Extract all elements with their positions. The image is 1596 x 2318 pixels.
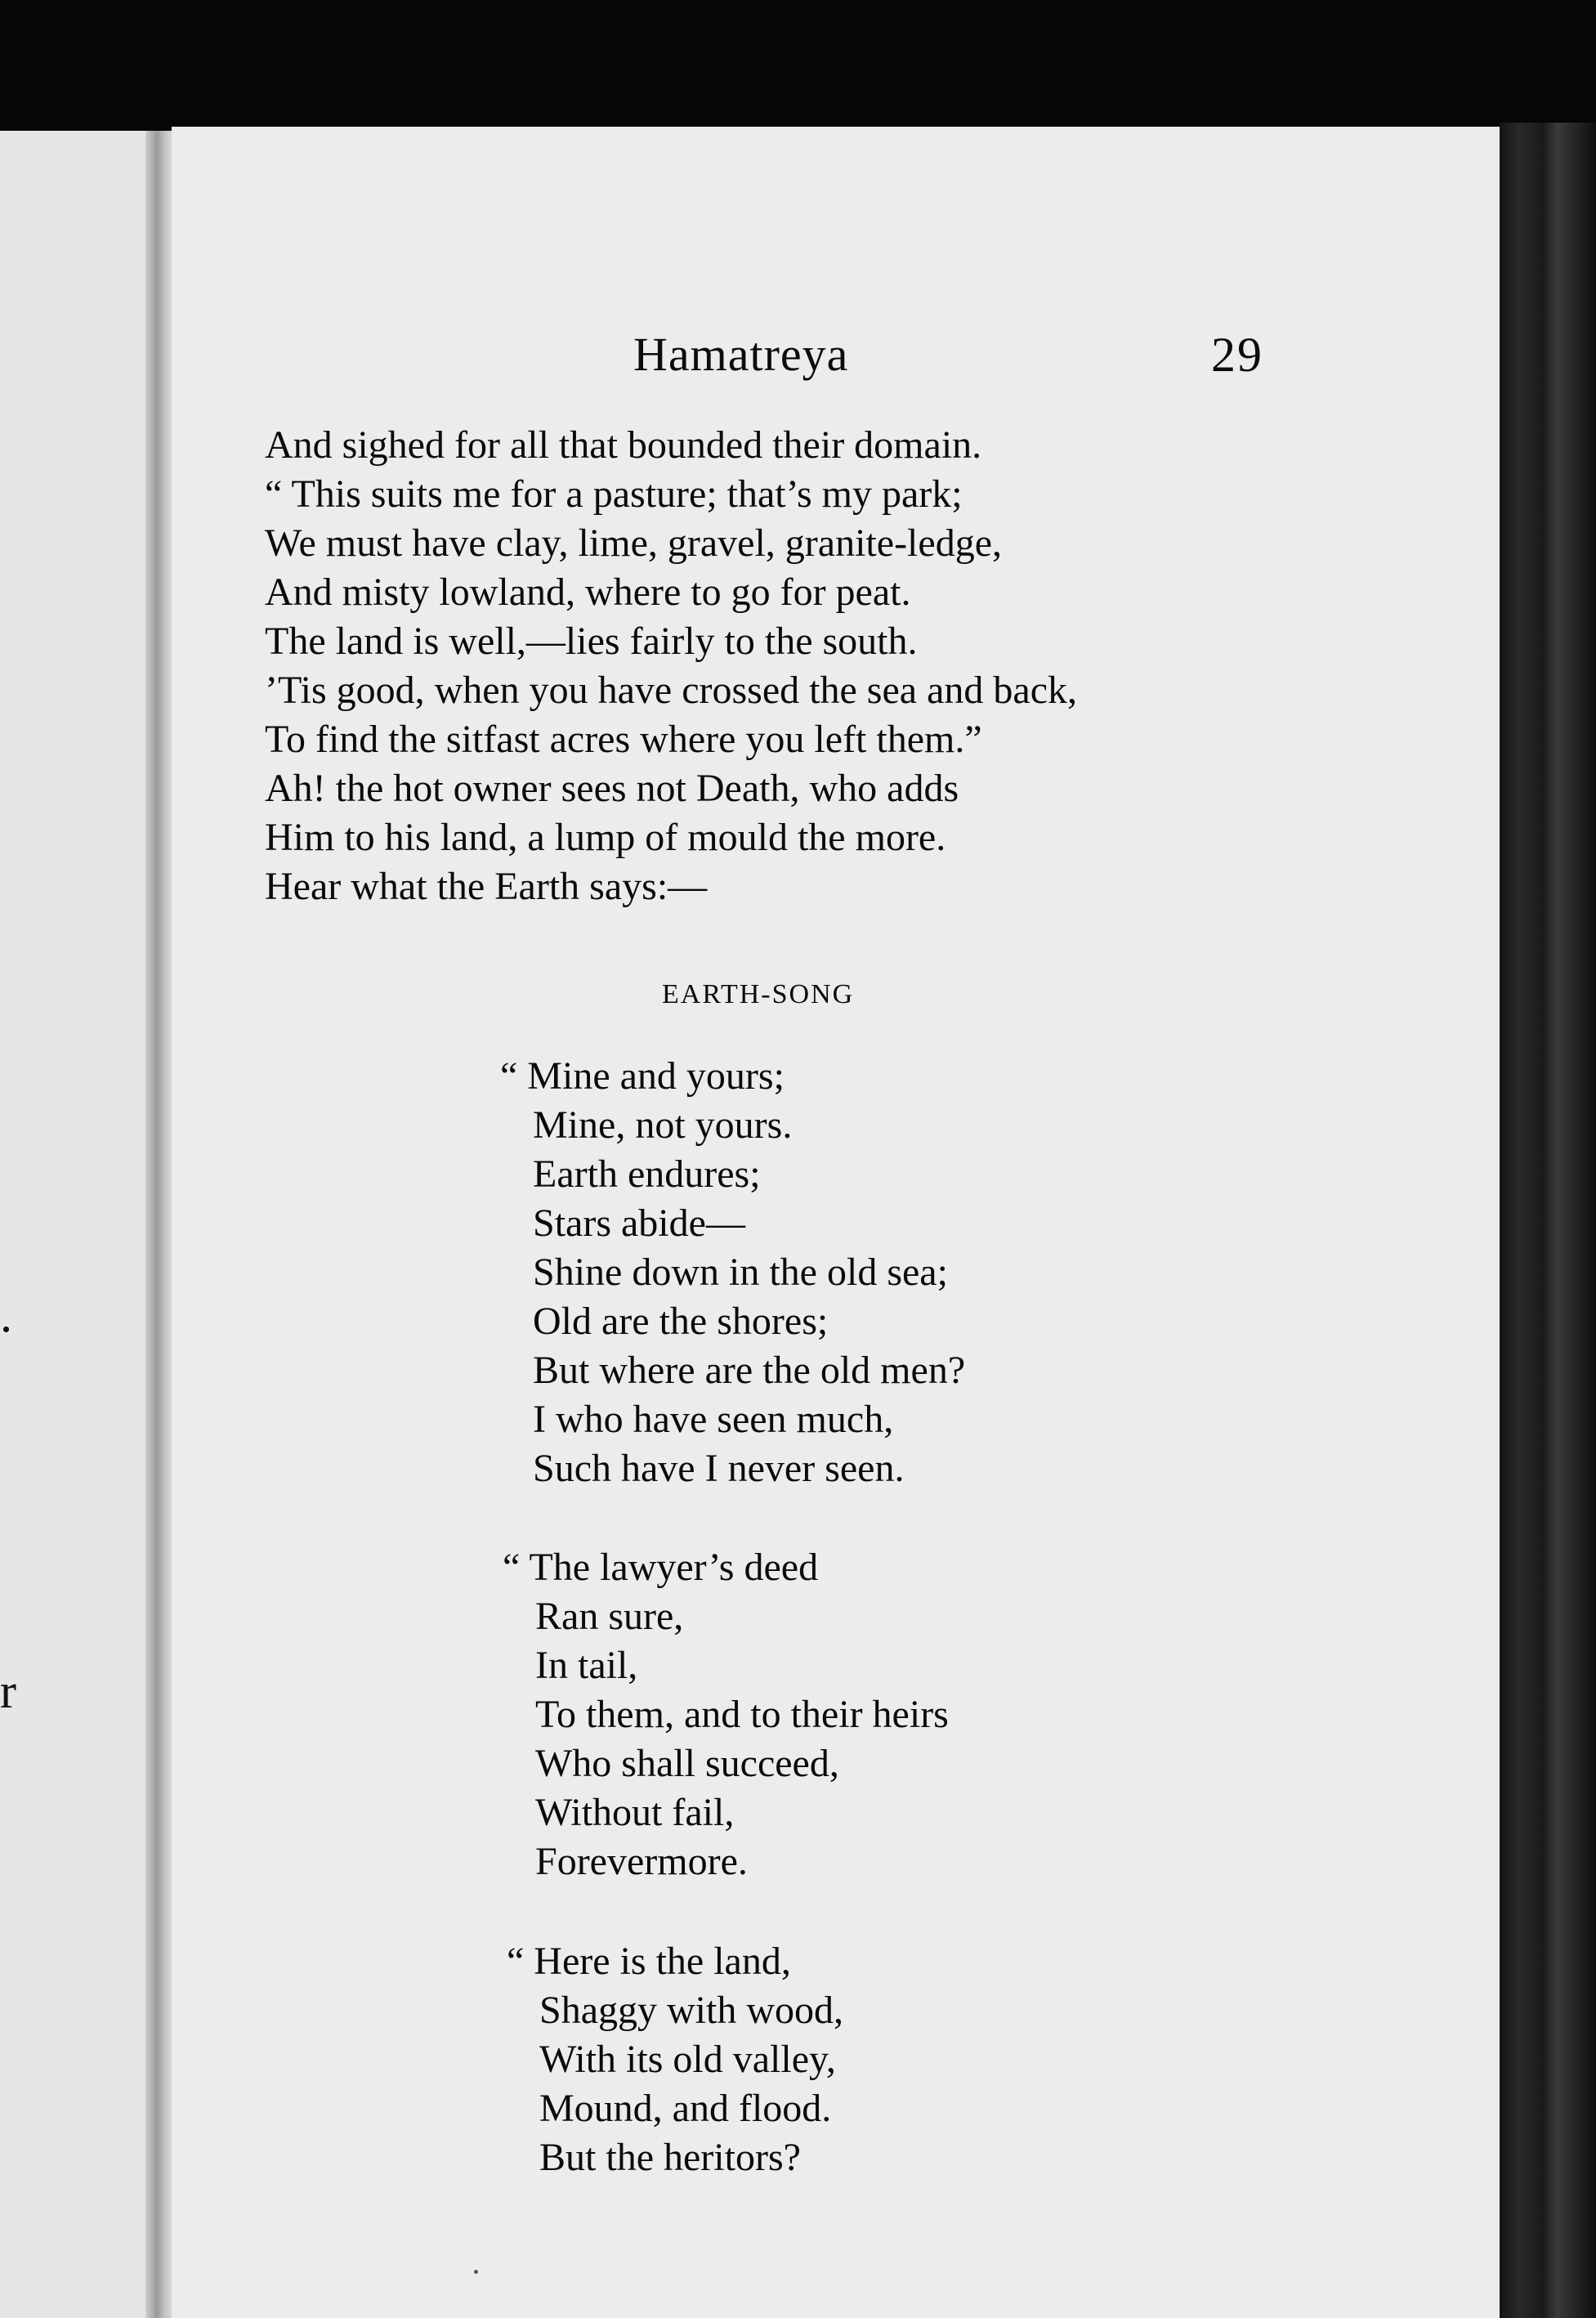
page-header <box>172 327 1500 392</box>
facing-page-mark: r <box>0 1664 16 1718</box>
stanza-line: Mine, not yours. <box>533 1103 793 1147</box>
poem-line: The land is well,—lies fairly to the south. <box>265 620 918 663</box>
poem-line: ’Tis good, when you have crossed the sea and back, <box>265 669 1078 712</box>
stanza-3 <box>507 1937 843 2182</box>
page-edge-shadow <box>1500 123 1596 2318</box>
paper-speck <box>474 2270 478 2274</box>
stanza-2 <box>503 1543 949 1886</box>
stanza-line: Stars abide— <box>533 1202 745 1245</box>
stanza-line: Who shall succeed, <box>535 1742 839 1785</box>
book-page <box>172 127 1500 2318</box>
poem-line: And sighed for all that bounded their domain. <box>265 423 982 467</box>
stanza-line: “ Here is the land, <box>507 1940 791 1983</box>
stanza-line: In tail, <box>535 1644 638 1687</box>
facing-page-mark: . <box>0 1288 12 1342</box>
stanza-line: “ The lawyer’s deed <box>503 1546 819 1589</box>
stanza-line: Such have I never seen. <box>533 1447 905 1490</box>
stanza-line: With its old valley, <box>539 2038 836 2081</box>
poem-line: And misty lowland, where to go for peat. <box>265 571 911 614</box>
poem-line: We must have clay, lime, gravel, granite-ledge, <box>265 521 1002 565</box>
stanza-line: Shine down in the old sea; <box>533 1251 948 1294</box>
poem-line: Hear what the Earth says:— <box>265 865 708 908</box>
stanza-line: Without fail, <box>535 1791 735 1834</box>
section-title: EARTH-SONG <box>662 979 855 1009</box>
poem-text <box>265 421 1077 911</box>
facing-page <box>0 131 163 2318</box>
stanza-line: To them, and to their heirs <box>535 1693 949 1736</box>
stanza-line: Forevermore. <box>535 1840 748 1883</box>
stanza-line: Ran sure, <box>535 1595 684 1638</box>
poem-line: “ This suits me for a pasture; that’s my park; <box>265 472 963 516</box>
poem-line: Ah! the hot owner sees not Death, who adds <box>265 767 959 810</box>
stanza-line: But where are the old men? <box>533 1349 966 1392</box>
running-head: Hamatreya <box>633 328 849 381</box>
stanza-line: Old are the shores; <box>533 1300 829 1343</box>
poem-line: Him to his land, a lump of mould the more. <box>265 816 946 859</box>
page-number: 29 <box>1211 328 1263 382</box>
stanza-line: Mound, and flood. <box>539 2087 832 2130</box>
stanza-line: Earth endures; <box>533 1152 761 1196</box>
stanza-1 <box>500 1052 965 1493</box>
stanza-line: But the heritors? <box>539 2136 801 2179</box>
stanza-line: Shaggy with wood, <box>539 1989 843 2032</box>
stanza-line: “ Mine and yours; <box>500 1054 785 1098</box>
poem-line: To find the sitfast acres where you left them.” <box>265 718 982 761</box>
stanza-line: I who have seen much, <box>533 1398 894 1441</box>
